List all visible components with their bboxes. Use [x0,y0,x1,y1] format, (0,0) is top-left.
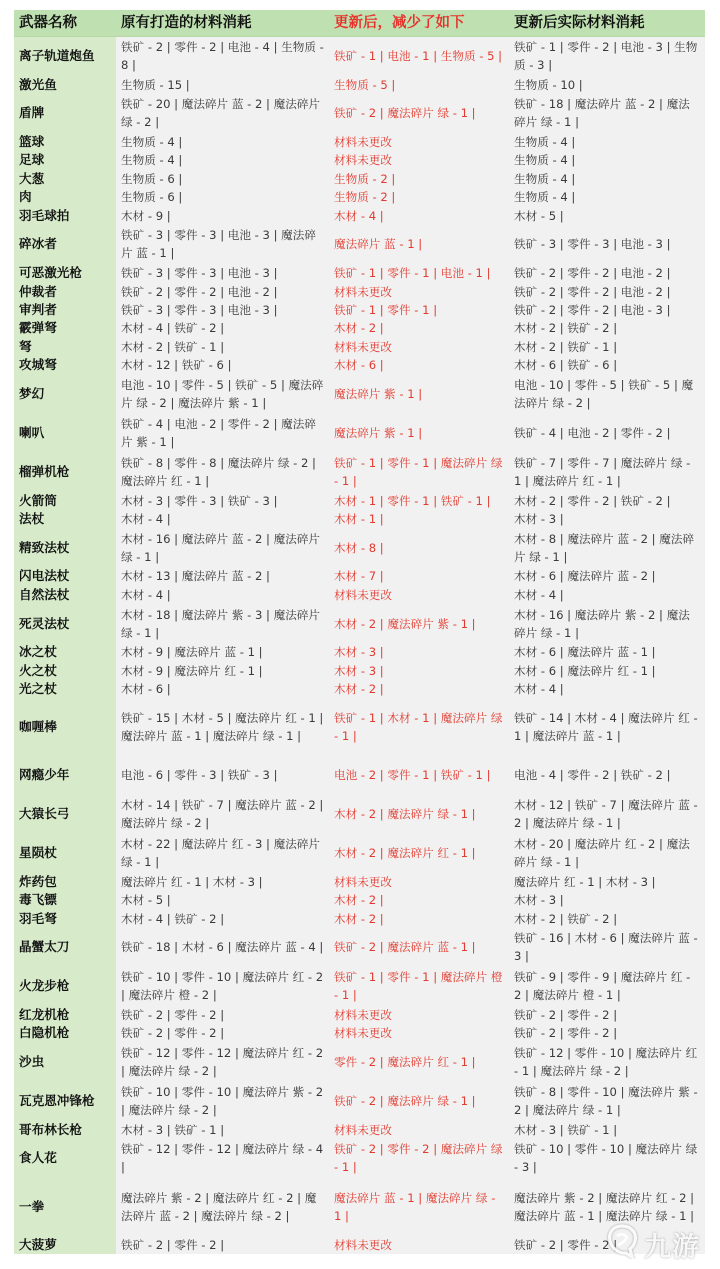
weapon-name-cell: 审判者 [14,301,116,319]
actual-cost-cell: 木材 - 3 | [509,510,705,528]
reduction-cell: 材料未更改 [329,873,509,891]
actual-cost-cell: 铁矿 - 16 | 木材 - 6 | 魔法碎片 蓝 - 3 | [509,928,705,967]
actual-cost-cell: 铁矿 - 2 | 零件 - 2 | [509,1024,705,1042]
reduction-cell: 铁矿 - 2 | 魔法碎片 绿 - 1 | [329,1082,509,1121]
table-row [14,1120,705,1138]
reduction-cell: 木材 - 2 | [329,680,509,698]
original-cost-cell: 铁矿 - 10 | 零件 - 10 | 魔法碎片 红 - 2 | 魔法碎片 橙 - 2 | [116,967,329,1006]
weapon-name-cell: 离子轨道炮鱼 [14,37,116,76]
original-cost-cell: 木材 - 22 | 魔法碎片 红 - 3 | 魔法碎片 绿 - 1 | [116,834,329,873]
reduction-cell: 木材 - 8 | [329,528,509,567]
reduction-cell: 材料未更改 [329,282,509,300]
weapon-name-cell: 火之杖 [14,661,116,679]
weapon-name-cell: 一拳 [14,1178,116,1235]
reduction-cell: 木材 - 7 | [329,567,509,585]
table-row [14,1178,705,1235]
original-cost-cell: 木材 - 2 | 铁矿 - 1 | [116,338,329,356]
actual-cost-cell: 铁矿 - 14 | 木材 - 4 | 魔法碎片 红 - 1 | 魔法碎片 蓝 - 1 | [509,698,705,755]
original-cost-cell: 电池 - 6 | 零件 - 3 | 铁矿 - 3 | [116,756,329,795]
table-body [14,37,705,1255]
reduction-cell: 材料未更改 [329,338,509,356]
actual-cost-cell: 生物质 - 4 | [509,188,705,206]
original-cost-cell: 木材 - 4 | [116,510,329,528]
table-row [14,225,705,264]
table-row [14,75,705,93]
weapon-name-cell: 梦幻 [14,375,116,414]
reduction-cell: 魔法碎片 蓝 - 1 | 魔法碎片 绿 - 1 | [329,1178,509,1235]
table-row [14,1043,705,1082]
reduction-cell: 木材 - 2 | 魔法碎片 红 - 1 | [329,834,509,873]
reduction-cell: 材料未更改 [329,1024,509,1042]
header-reduction: 更新后，减少了如下 [329,10,509,37]
weapon-name-cell: 白隐机枪 [14,1024,116,1042]
reduction-cell: 铁矿 - 2 | 魔法碎片 蓝 - 1 | [329,928,509,967]
actual-cost-cell: 生物质 - 4 | [509,151,705,169]
original-cost-cell: 铁矿 - 20 | 魔法碎片 蓝 - 2 | 魔法碎片 绿 - 2 | [116,94,329,133]
actual-cost-cell: 木材 - 2 | 铁矿 - 2 | [509,909,705,927]
table-row [14,1006,705,1024]
original-cost-cell: 木材 - 18 | 魔法碎片 紫 - 3 | 魔法碎片 绿 - 1 | [116,604,329,643]
original-cost-cell: 铁矿 - 3 | 零件 - 3 | 电池 - 3 | [116,301,329,319]
original-cost-cell: 木材 - 13 | 魔法碎片 蓝 - 2 | [116,567,329,585]
weapon-name-cell: 炸药包 [14,873,116,891]
actual-cost-cell: 木材 - 2 | 铁矿 - 1 | [509,338,705,356]
actual-cost-cell: 铁矿 - 2 | 零件 - 2 | 电池 - 2 | [509,282,705,300]
actual-cost-cell: 木材 - 6 | 魔法碎片 红 - 1 | [509,661,705,679]
weapon-name-cell: 碎冰者 [14,225,116,264]
actual-cost-cell: 木材 - 2 | 铁矿 - 2 | [509,319,705,337]
reduction-cell: 铁矿 - 1 | 零件 - 1 | 魔法碎片 绿 - 1 | [329,452,509,491]
original-cost-cell: 铁矿 - 4 | 电池 - 2 | 零件 - 2 | 魔法碎片 紫 - 1 | [116,414,329,453]
original-cost-cell: 铁矿 - 15 | 木材 - 5 | 魔法碎片 红 - 1 | 魔法碎片 蓝 - 1 | 魔法碎片 绿 - 1 | [116,698,329,755]
actual-cost-cell: 木材 - 4 | [509,680,705,698]
table-row [14,909,705,927]
weapon-name-cell: 星陨杖 [14,834,116,873]
actual-cost-cell: 生物质 - 4 | [509,133,705,151]
table-row [14,94,705,133]
reduction-cell: 材料未更改 [329,151,509,169]
weapon-name-cell: 盾牌 [14,94,116,133]
table-row [14,188,705,206]
table-row [14,1082,705,1121]
table-row [14,1024,705,1042]
reduction-cell: 材料未更改 [329,133,509,151]
table-row [14,301,705,319]
original-cost-cell: 木材 - 3 | 铁矿 - 1 | [116,1120,329,1138]
weapon-name-cell: 精致法杖 [14,528,116,567]
reduction-cell: 木材 - 1 | [329,510,509,528]
weapon-name-cell: 可恶激光枪 [14,264,116,282]
actual-cost-cell: 铁矿 - 4 | 电池 - 2 | 零件 - 2 | [509,414,705,453]
original-cost-cell: 木材 - 4 | 铁矿 - 2 | [116,319,329,337]
table-row [14,680,705,698]
original-cost-cell: 生物质 - 4 | [116,133,329,151]
original-cost-cell: 生物质 - 4 | [116,151,329,169]
reduction-cell: 铁矿 - 2 | 魔法碎片 绿 - 1 | [329,94,509,133]
reduction-cell: 魔法碎片 紫 - 1 | [329,375,509,414]
weapon-name-cell: 霰弹弩 [14,319,116,337]
table-row [14,207,705,225]
weapon-name-cell: 食人花 [14,1139,116,1178]
table-row [14,375,705,414]
table-row [14,661,705,679]
actual-cost-cell: 电池 - 10 | 零件 - 5 | 铁矿 - 5 | 魔法碎片 绿 - 2 | [509,375,705,414]
weapon-name-cell: 哥布林长枪 [14,1120,116,1138]
original-cost-cell: 铁矿 - 2 | 零件 - 2 | [116,1235,329,1254]
weapon-name-cell: 羽毛球拍 [14,207,116,225]
actual-cost-cell: 铁矿 - 9 | 零件 - 9 | 魔法碎片 红 - 2 | 魔法碎片 橙 - 1 | [509,967,705,1006]
reduction-cell: 铁矿 - 1 | 木材 - 1 | 魔法碎片 绿 - 1 | [329,698,509,755]
materials-table [14,10,705,1254]
weapon-name-cell: 冰之杖 [14,643,116,661]
reduction-cell: 木材 - 2 | 魔法碎片 绿 - 1 | [329,795,509,834]
weapon-name-cell: 法杖 [14,510,116,528]
header-actual-cost: 更新后实际材料消耗 [509,10,705,37]
reduction-cell: 材料未更改 [329,1235,509,1254]
reduction-cell: 木材 - 2 | [329,319,509,337]
original-cost-cell: 木材 - 9 | 魔法碎片 蓝 - 1 | [116,643,329,661]
weapon-name-cell: 网瘾少年 [14,756,116,795]
original-cost-cell: 魔法碎片 红 - 1 | 木材 - 3 | [116,873,329,891]
actual-cost-cell: 魔法碎片 红 - 1 | 木材 - 3 | [509,873,705,891]
table-row [14,1235,705,1254]
actual-cost-cell: 铁矿 - 2 | 零件 - 2 | [509,1235,705,1254]
weapon-name-cell: 篮球 [14,133,116,151]
table-row [14,414,705,453]
weapon-name-cell: 毒飞镖 [14,891,116,909]
actual-cost-cell: 电池 - 4 | 零件 - 2 | 铁矿 - 2 | [509,756,705,795]
original-cost-cell: 木材 - 5 | [116,891,329,909]
actual-cost-cell: 铁矿 - 2 | 零件 - 2 | [509,1006,705,1024]
actual-cost-cell: 铁矿 - 8 | 零件 - 10 | 魔法碎片 紫 - 2 | 魔法碎片 绿 - 1 | [509,1082,705,1121]
reduction-cell: 木材 - 2 | [329,909,509,927]
weapon-name-cell: 死灵法杖 [14,604,116,643]
table-row [14,967,705,1006]
original-cost-cell: 木材 - 14 | 铁矿 - 7 | 魔法碎片 蓝 - 2 | 魔法碎片 绿 - 2 | [116,795,329,834]
table-row [14,1139,705,1178]
weapon-name-cell: 弩 [14,338,116,356]
weapon-name-cell: 晶蟹太刀 [14,928,116,967]
reduction-cell: 铁矿 - 1 | 电池 - 1 | 生物质 - 5 | [329,37,509,76]
reduction-cell: 铁矿 - 1 | 零件 - 1 | 魔法碎片 橙 - 1 | [329,967,509,1006]
original-cost-cell: 铁矿 - 2 | 零件 - 2 | 电池 - 4 | 生物质 - 8 | [116,37,329,76]
table-row [14,170,705,188]
original-cost-cell: 铁矿 - 2 | 零件 - 2 | [116,1024,329,1042]
table-row [14,756,705,795]
actual-cost-cell: 木材 - 6 | 魔法碎片 蓝 - 1 | [509,643,705,661]
actual-cost-cell: 铁矿 - 18 | 魔法碎片 蓝 - 2 | 魔法碎片 绿 - 1 | [509,94,705,133]
actual-cost-cell: 木材 - 16 | 魔法碎片 紫 - 2 | 魔法碎片 绿 - 1 | [509,604,705,643]
weapon-name-cell: 火龙步枪 [14,967,116,1006]
weapon-name-cell: 咖喱棒 [14,698,116,755]
reduction-cell: 魔法碎片 蓝 - 1 | [329,225,509,264]
actual-cost-cell: 木材 - 12 | 铁矿 - 7 | 魔法碎片 蓝 - 2 | 魔法碎片 绿 - 1 | [509,795,705,834]
table-row [14,698,705,755]
weapon-name-cell: 火箭筒 [14,491,116,509]
original-cost-cell: 生物质 - 6 | [116,170,329,188]
actual-cost-cell: 铁矿 - 2 | 零件 - 2 | 电池 - 2 | [509,264,705,282]
reduction-cell: 木材 - 1 | 零件 - 1 | 铁矿 - 1 | [329,491,509,509]
reduction-cell: 生物质 - 5 | [329,75,509,93]
original-cost-cell: 木材 - 16 | 魔法碎片 蓝 - 2 | 魔法碎片 绿 - 1 | [116,528,329,567]
original-cost-cell: 魔法碎片 紫 - 2 | 魔法碎片 红 - 2 | 魔法碎片 蓝 - 2 | 魔法碎片 绿 - 2 | [116,1178,329,1235]
original-cost-cell: 木材 - 9 | 魔法碎片 红 - 1 | [116,661,329,679]
weapon-name-cell: 沙虫 [14,1043,116,1082]
weapon-name-cell: 足球 [14,151,116,169]
weapon-name-cell: 仲裁者 [14,282,116,300]
table-row [14,264,705,282]
reduction-cell: 生物质 - 2 | [329,170,509,188]
actual-cost-cell: 木材 - 8 | 魔法碎片 蓝 - 2 | 魔法碎片 绿 - 1 | [509,528,705,567]
actual-cost-cell: 铁矿 - 2 | 零件 - 2 | 电池 - 3 | [509,301,705,319]
table-row [14,133,705,151]
table-row [14,528,705,567]
reduction-cell: 材料未更改 [329,1006,509,1024]
actual-cost-cell: 木材 - 6 | 铁矿 - 6 | [509,356,705,374]
table-row [14,151,705,169]
table-row [14,873,705,891]
original-cost-cell: 铁矿 - 18 | 木材 - 6 | 魔法碎片 蓝 - 4 | [116,928,329,967]
original-cost-cell: 铁矿 - 12 | 零件 - 12 | 魔法碎片 红 - 2 | 魔法碎片 绿 - 2 | [116,1043,329,1082]
reduction-cell: 木材 - 3 | [329,643,509,661]
table-row [14,319,705,337]
original-cost-cell: 木材 - 4 | [116,586,329,604]
table-row [14,586,705,604]
reduction-cell: 零件 - 2 | 魔法碎片 红 - 1 | [329,1043,509,1082]
reduction-cell: 木材 - 4 | [329,207,509,225]
table-row [14,356,705,374]
table-row [14,795,705,834]
table-row [14,338,705,356]
weapon-name-cell: 攻城弩 [14,356,116,374]
original-cost-cell: 铁矿 - 3 | 零件 - 3 | 电池 - 3 | 魔法碎片 蓝 - 1 | [116,225,329,264]
original-cost-cell: 木材 - 6 | [116,680,329,698]
original-cost-cell: 生物质 - 6 | [116,188,329,206]
original-cost-cell: 木材 - 3 | 零件 - 3 | 铁矿 - 3 | [116,491,329,509]
actual-cost-cell: 木材 - 20 | 魔法碎片 红 - 2 | 魔法碎片 绿 - 1 | [509,834,705,873]
reduction-cell: 木材 - 2 | [329,891,509,909]
actual-cost-cell: 生物质 - 10 | [509,75,705,93]
weapon-name-cell: 喇叭 [14,414,116,453]
actual-cost-cell: 铁矿 - 1 | 零件 - 2 | 电池 - 3 | 生物质 - 3 | [509,37,705,76]
actual-cost-cell: 木材 - 5 | [509,207,705,225]
original-cost-cell: 铁矿 - 2 | 零件 - 2 | [116,1006,329,1024]
original-cost-cell: 铁矿 - 12 | 零件 - 12 | 魔法碎片 绿 - 4 | [116,1139,329,1178]
weapon-name-cell: 闪电法杖 [14,567,116,585]
weapon-name-cell: 瓦克恩冲锋枪 [14,1082,116,1121]
reduction-cell: 铁矿 - 2 | 零件 - 2 | 魔法碎片 绿 - 1 | [329,1139,509,1178]
actual-cost-cell: 木材 - 2 | 零件 - 2 | 铁矿 - 2 | [509,491,705,509]
weapon-name-cell: 红龙机枪 [14,1006,116,1024]
actual-cost-cell: 木材 - 6 | 魔法碎片 蓝 - 2 | [509,567,705,585]
table-row [14,282,705,300]
table-row [14,834,705,873]
table-row [14,891,705,909]
table-row [14,37,705,76]
table-row [14,510,705,528]
weapon-name-cell: 榴弹机枪 [14,452,116,491]
weapon-name-cell: 激光鱼 [14,75,116,93]
original-cost-cell: 铁矿 - 2 | 零件 - 2 | 电池 - 2 | [116,282,329,300]
table-row [14,491,705,509]
actual-cost-cell: 木材 - 4 | [509,586,705,604]
actual-cost-cell: 魔法碎片 紫 - 2 | 魔法碎片 红 - 2 | 魔法碎片 蓝 - 1 | 魔法碎片 绿 - 1 | [509,1178,705,1235]
actual-cost-cell: 木材 - 3 | [509,891,705,909]
weapon-name-cell: 大猿长弓 [14,795,116,834]
weapon-name-cell: 大菠萝 [14,1235,116,1254]
actual-cost-cell: 铁矿 - 7 | 零件 - 7 | 魔法碎片 绿 - 1 | 魔法碎片 红 - 1 | [509,452,705,491]
actual-cost-cell: 铁矿 - 3 | 零件 - 3 | 电池 - 3 | [509,225,705,264]
original-cost-cell: 铁矿 - 8 | 零件 - 8 | 魔法碎片 绿 - 2 | 魔法碎片 红 - 1 | [116,452,329,491]
table-row [14,567,705,585]
original-cost-cell: 生物质 - 15 | [116,75,329,93]
original-cost-cell: 木材 - 12 | 铁矿 - 6 | [116,356,329,374]
weapon-name-cell: 羽毛弩 [14,909,116,927]
weapon-name-cell: 自然法杖 [14,586,116,604]
actual-cost-cell: 铁矿 - 10 | 零件 - 10 | 魔法碎片 绿 - 3 | [509,1139,705,1178]
header-original-cost: 原有打造的材料消耗 [116,10,329,37]
original-cost-cell: 电池 - 10 | 零件 - 5 | 铁矿 - 5 | 魔法碎片 绿 - 2 | 魔法碎片 紫 - 1 | [116,375,329,414]
reduction-cell: 木材 - 2 | 魔法碎片 紫 - 1 | [329,604,509,643]
table-row [14,452,705,491]
reduction-cell: 铁矿 - 1 | 零件 - 1 | 电池 - 1 | [329,264,509,282]
reduction-cell: 生物质 - 2 | [329,188,509,206]
table-row [14,643,705,661]
original-cost-cell: 铁矿 - 10 | 零件 - 10 | 魔法碎片 紫 - 2 | 魔法碎片 绿 - 2 | [116,1082,329,1121]
table-row [14,604,705,643]
reduction-cell: 电池 - 2 | 零件 - 1 | 铁矿 - 1 | [329,756,509,795]
header-weapon-name: 武器名称 [14,10,116,37]
original-cost-cell: 木材 - 4 | 铁矿 - 2 | [116,909,329,927]
weapon-name-cell: 肉 [14,188,116,206]
actual-cost-cell: 木材 - 3 | 铁矿 - 1 | [509,1120,705,1138]
reduction-cell: 材料未更改 [329,586,509,604]
original-cost-cell: 铁矿 - 3 | 零件 - 3 | 电池 - 3 | [116,264,329,282]
table-header [14,10,705,37]
weapon-name-cell: 大葱 [14,170,116,188]
reduction-cell: 铁矿 - 1 | 零件 - 1 | [329,301,509,319]
reduction-cell: 木材 - 6 | [329,356,509,374]
weapon-name-cell: 光之杖 [14,680,116,698]
reduction-cell: 材料未更改 [329,1120,509,1138]
original-cost-cell: 木材 - 9 | [116,207,329,225]
reduction-cell: 魔法碎片 紫 - 1 | [329,414,509,453]
watermark-text: 九游 [644,1232,700,1263]
reduction-cell: 木材 - 3 | [329,661,509,679]
actual-cost-cell: 铁矿 - 12 | 零件 - 10 | 魔法碎片 红 - 1 | 魔法碎片 绿 - 2 | [509,1043,705,1082]
actual-cost-cell: 生物质 - 4 | [509,170,705,188]
table-row [14,928,705,967]
